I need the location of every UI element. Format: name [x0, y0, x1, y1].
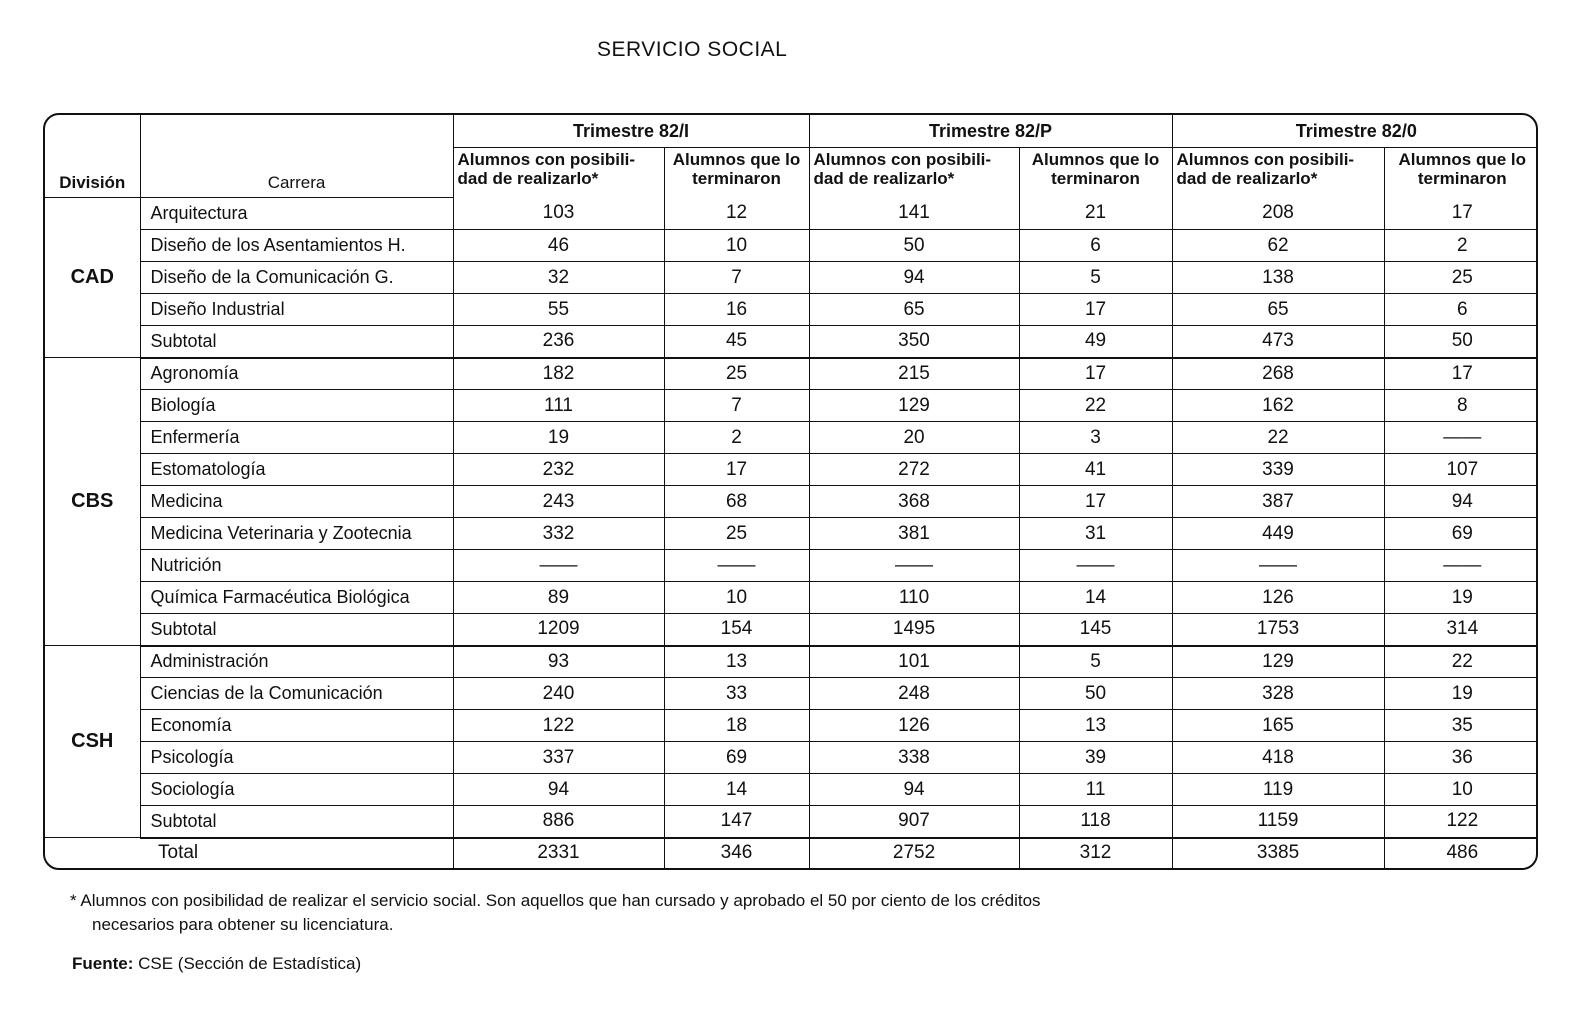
value-posibilidad: 122 [453, 710, 664, 742]
value-terminaron: 154 [664, 614, 809, 646]
total-value: 2331 [453, 838, 664, 869]
value-posibilidad: 65 [809, 294, 1019, 326]
value-terminaron: 69 [664, 742, 809, 774]
value-terminaron: 145 [1019, 614, 1172, 646]
value-posibilidad: 339 [1172, 454, 1384, 486]
header-posibilidad: Alumnos con posibili-dad de realizarlo* [1172, 148, 1384, 198]
value-terminaron: 50 [1019, 678, 1172, 710]
value-posibilidad: 65 [1172, 294, 1384, 326]
value-posibilidad: 32 [453, 262, 664, 294]
value-terminaron: 13 [1019, 710, 1172, 742]
table-body [45, 198, 1538, 869]
career-cell: Diseño Industrial [140, 294, 453, 326]
career-cell: Arquitectura [140, 198, 453, 230]
value-posibilidad: 248 [809, 678, 1019, 710]
subtotal-row [45, 806, 1538, 838]
career-cell: Enfermería [140, 422, 453, 454]
career-cell: Química Farmacéutica Biológica [140, 582, 453, 614]
career-cell: Sociología [140, 774, 453, 806]
value-posibilidad: 94 [809, 262, 1019, 294]
value-terminaron: 107 [1384, 454, 1538, 486]
value-posibilidad: 332 [453, 518, 664, 550]
value-terminaron: 25 [664, 518, 809, 550]
header-posibilidad: Alumnos con posibili-dad de realizarlo* [453, 148, 664, 198]
value-terminaron: 39 [1019, 742, 1172, 774]
value-posibilidad: 165 [1172, 710, 1384, 742]
value-terminaron: 25 [664, 358, 809, 390]
career-cell: Economía [140, 710, 453, 742]
value-posibilidad: 126 [1172, 582, 1384, 614]
value-posibilidad: 110 [809, 582, 1019, 614]
value-terminaron: 314 [1384, 614, 1538, 646]
header-period-1: Trimestre 82/I [453, 115, 809, 148]
value-terminaron: 2 [1384, 230, 1538, 262]
table-row [45, 294, 1538, 326]
value-posibilidad: 232 [453, 454, 664, 486]
value-posibilidad: 46 [453, 230, 664, 262]
value-posibilidad: 381 [809, 518, 1019, 550]
value-posibilidad: 1159 [1172, 806, 1384, 838]
value-posibilidad: —— [809, 550, 1019, 582]
value-posibilidad: 1495 [809, 614, 1019, 646]
table-row [45, 422, 1538, 454]
header-terminaron: Alumnos que lo terminaron [664, 148, 809, 198]
value-posibilidad: 141 [809, 198, 1019, 230]
header-division: División [45, 115, 140, 198]
value-posibilidad: 111 [453, 390, 664, 422]
value-terminaron: 2 [664, 422, 809, 454]
value-terminaron: 5 [1019, 262, 1172, 294]
value-terminaron: 14 [664, 774, 809, 806]
source-note [72, 954, 361, 974]
value-posibilidad: 129 [809, 390, 1019, 422]
value-terminaron: 10 [664, 582, 809, 614]
value-posibilidad: —— [1172, 550, 1384, 582]
value-terminaron: 94 [1384, 486, 1538, 518]
value-terminaron: 68 [664, 486, 809, 518]
value-terminaron: 12 [664, 198, 809, 230]
value-posibilidad: 126 [809, 710, 1019, 742]
footnote [70, 889, 1170, 937]
value-posibilidad: 350 [809, 326, 1019, 358]
table-row [45, 742, 1538, 774]
career-cell: Nutrición [140, 550, 453, 582]
value-posibilidad: 208 [1172, 198, 1384, 230]
value-posibilidad: 473 [1172, 326, 1384, 358]
value-terminaron: 17 [664, 454, 809, 486]
value-terminaron: 49 [1019, 326, 1172, 358]
value-posibilidad: 182 [453, 358, 664, 390]
value-posibilidad: 19 [453, 422, 664, 454]
source-text: CSE (Sección de Estadística) [138, 954, 362, 973]
value-terminaron: 6 [1384, 294, 1538, 326]
value-terminaron: 17 [1019, 486, 1172, 518]
value-terminaron: 7 [664, 262, 809, 294]
table-row [45, 198, 1538, 230]
header-terminaron: Alumnos que lo terminaron [1019, 148, 1172, 198]
value-posibilidad: 215 [809, 358, 1019, 390]
value-posibilidad: 1753 [1172, 614, 1384, 646]
career-cell: Administración [140, 646, 453, 678]
value-terminaron: 3 [1019, 422, 1172, 454]
table-row [45, 710, 1538, 742]
value-terminaron: 13 [664, 646, 809, 678]
value-terminaron: 18 [664, 710, 809, 742]
value-posibilidad: 62 [1172, 230, 1384, 262]
career-cell: Agronomía [140, 358, 453, 390]
value-posibilidad: —— [453, 550, 664, 582]
subtotal-row [45, 326, 1538, 358]
value-terminaron: 118 [1019, 806, 1172, 838]
total-value: 312 [1019, 838, 1172, 869]
value-posibilidad: 55 [453, 294, 664, 326]
division-cell: CBS [45, 358, 140, 646]
value-posibilidad: 94 [809, 774, 1019, 806]
total-value: 486 [1384, 838, 1538, 869]
value-posibilidad: 243 [453, 486, 664, 518]
footnote-line-1: * Alumnos con posibilidad de realizar el servicio social. Son aquellos que han cursado y aprobado el 50 por ciento de los créditos [70, 891, 1041, 910]
career-cell: Subtotal [140, 326, 453, 358]
value-terminaron: —— [1384, 422, 1538, 454]
header-carrera: Carrera [140, 115, 453, 198]
header-terminaron: Alumnos que lo terminaron [1384, 148, 1538, 198]
value-posibilidad: 272 [809, 454, 1019, 486]
value-terminaron: 36 [1384, 742, 1538, 774]
career-cell: Subtotal [140, 806, 453, 838]
value-posibilidad: 268 [1172, 358, 1384, 390]
header-period-2: Trimestre 82/P [809, 115, 1172, 148]
value-terminaron: 8 [1384, 390, 1538, 422]
social-service-table [43, 113, 1538, 870]
career-cell: Medicina Veterinaria y Zootecnia [140, 518, 453, 550]
value-posibilidad: 449 [1172, 518, 1384, 550]
career-cell: Diseño de los Asentamientos H. [140, 230, 453, 262]
source-label: Fuente: [72, 954, 134, 973]
table-row [45, 646, 1538, 678]
table-row [45, 454, 1538, 486]
value-posibilidad: 119 [1172, 774, 1384, 806]
division-cell: CAD [45, 198, 140, 358]
division-cell: CSH [45, 646, 140, 838]
value-posibilidad: 129 [1172, 646, 1384, 678]
table-row [45, 582, 1538, 614]
value-terminaron: 147 [664, 806, 809, 838]
value-terminaron: 16 [664, 294, 809, 326]
career-cell: Subtotal [140, 614, 453, 646]
career-cell: Psicología [140, 742, 453, 774]
value-posibilidad: 338 [809, 742, 1019, 774]
page-title: SERVICIO SOCIAL [597, 38, 788, 61]
value-posibilidad: 387 [1172, 486, 1384, 518]
table-row [45, 518, 1538, 550]
value-terminaron: 5 [1019, 646, 1172, 678]
table-row [45, 230, 1538, 262]
value-terminaron: 6 [1019, 230, 1172, 262]
total-value: 3385 [1172, 838, 1384, 869]
value-posibilidad: 236 [453, 326, 664, 358]
value-terminaron: 10 [1384, 774, 1538, 806]
value-terminaron: 33 [664, 678, 809, 710]
career-cell: Ciencias de la Comunicación [140, 678, 453, 710]
value-terminaron: 22 [1019, 390, 1172, 422]
value-terminaron: 21 [1019, 198, 1172, 230]
value-terminaron: 10 [664, 230, 809, 262]
value-posibilidad: 22 [1172, 422, 1384, 454]
value-posibilidad: 328 [1172, 678, 1384, 710]
table-row [45, 774, 1538, 806]
total-row [45, 838, 1538, 869]
total-value: 346 [664, 838, 809, 869]
value-posibilidad: 94 [453, 774, 664, 806]
value-terminaron: 122 [1384, 806, 1538, 838]
total-value: 2752 [809, 838, 1019, 869]
value-terminaron: 17 [1384, 198, 1538, 230]
value-posibilidad: 50 [809, 230, 1019, 262]
header-period-3: Trimestre 82/0 [1172, 115, 1538, 148]
value-posibilidad: 368 [809, 486, 1019, 518]
value-terminaron: 31 [1019, 518, 1172, 550]
table-row [45, 390, 1538, 422]
value-terminaron: 14 [1019, 582, 1172, 614]
value-posibilidad: 337 [453, 742, 664, 774]
value-posibilidad: 240 [453, 678, 664, 710]
footnote-line-2: necesarios para obtener su licenciatura. [92, 915, 394, 934]
value-posibilidad: 103 [453, 198, 664, 230]
value-terminaron: 17 [1019, 358, 1172, 390]
table-row [45, 550, 1538, 582]
table-row [45, 262, 1538, 294]
value-terminaron: —— [1384, 550, 1538, 582]
value-posibilidad: 20 [809, 422, 1019, 454]
career-cell: Diseño de la Comunicación G. [140, 262, 453, 294]
value-posibilidad: 89 [453, 582, 664, 614]
header-posibilidad: Alumnos con posibili-dad de realizarlo* [809, 148, 1019, 198]
value-terminaron: 25 [1384, 262, 1538, 294]
total-label: Total [45, 838, 453, 869]
career-cell: Medicina [140, 486, 453, 518]
value-terminaron: 19 [1384, 678, 1538, 710]
value-terminaron: 19 [1384, 582, 1538, 614]
value-posibilidad: 418 [1172, 742, 1384, 774]
value-posibilidad: 138 [1172, 262, 1384, 294]
value-terminaron: 41 [1019, 454, 1172, 486]
value-posibilidad: 907 [809, 806, 1019, 838]
table-row [45, 486, 1538, 518]
value-posibilidad: 886 [453, 806, 664, 838]
value-posibilidad: 101 [809, 646, 1019, 678]
value-terminaron: 50 [1384, 326, 1538, 358]
career-cell: Biología [140, 390, 453, 422]
value-posibilidad: 93 [453, 646, 664, 678]
table-row [45, 678, 1538, 710]
value-terminaron: 17 [1384, 358, 1538, 390]
value-terminaron: 69 [1384, 518, 1538, 550]
value-terminaron: 11 [1019, 774, 1172, 806]
subtotal-row [45, 614, 1538, 646]
value-terminaron: 45 [664, 326, 809, 358]
value-terminaron: 22 [1384, 646, 1538, 678]
value-posibilidad: 162 [1172, 390, 1384, 422]
value-terminaron: —— [664, 550, 809, 582]
value-terminaron: 35 [1384, 710, 1538, 742]
value-terminaron: 17 [1019, 294, 1172, 326]
career-cell: Estomatología [140, 454, 453, 486]
value-terminaron: 7 [664, 390, 809, 422]
value-terminaron: —— [1019, 550, 1172, 582]
table-row [45, 358, 1538, 390]
value-posibilidad: 1209 [453, 614, 664, 646]
